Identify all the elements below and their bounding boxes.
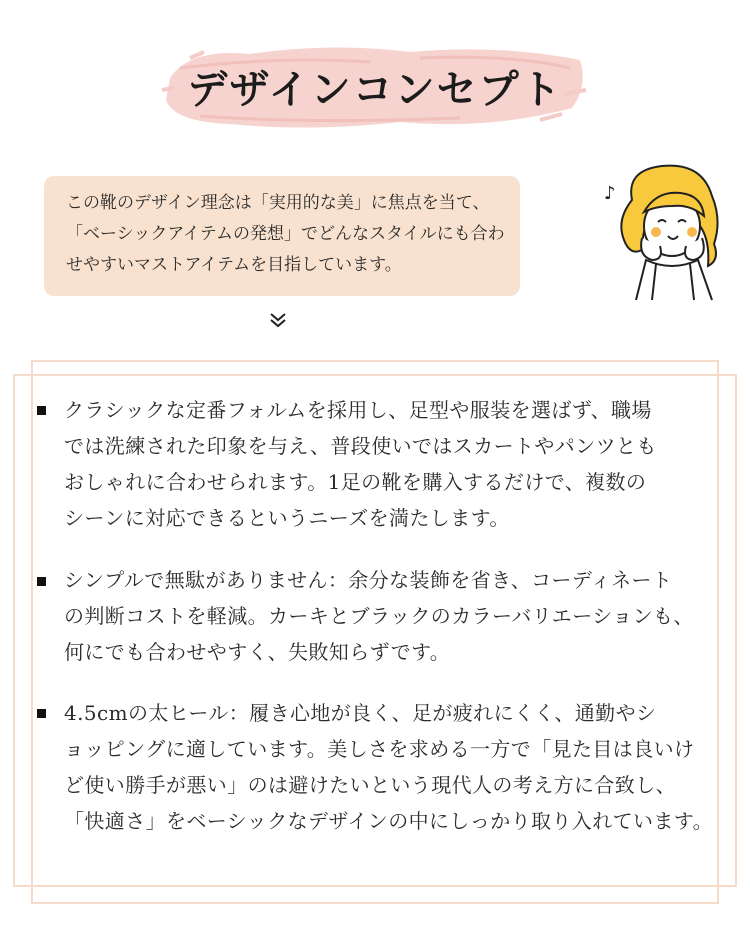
girl-illustration <box>612 160 724 302</box>
feature-line: クラシックな定番フォルムを採用し、足型や服装を選ばず、職場 <box>64 398 652 422</box>
feature-line: おしゃれに合わせられます。1足の靴を購入するだけで、複数の <box>64 470 647 494</box>
bullet-icon <box>37 406 46 415</box>
feature-line: シンプルで無駄がありません：余分な装飾を省き、コーディネート <box>64 568 673 592</box>
page-title: デザインコンセプト <box>187 66 563 113</box>
feature-line: では洗練された印象を与え、普段使いではスカートやパンツとも <box>64 434 657 458</box>
bullet-icon <box>37 709 46 718</box>
intro-speech-bubble <box>44 176 520 296</box>
bullet-icon <box>37 577 46 586</box>
music-note-icon: ♪ <box>604 183 616 204</box>
intro-line: せやすいマストアイテムを目指しています。 <box>66 255 402 275</box>
feature-line: シーンに対応できるというニーズを満たします。 <box>64 506 510 530</box>
intro-line: 「ベーシックアイテムの発想」でどんなスタイルにも合わ <box>66 224 505 244</box>
feature-line: の判断コストを軽減。カーキとブラックのカラーバリエーションも、 <box>64 604 694 628</box>
feature-line: 4.5cmの太ヒール：履き心地が良く、足が疲れにくく、通勤やシ <box>64 701 657 725</box>
double-chevron-down-icon <box>267 309 289 331</box>
feature-line: ど使い勝手が悪い」のは避けたいという現代人の考え方に合致し、 <box>64 773 676 797</box>
section-heading <box>0 30 750 140</box>
feature-line: 「快適さ」をベーシックなデザインの中にしっかり取り入れています。 <box>64 809 713 833</box>
intro-line: この靴のデザイン理念は「実用的な美」に焦点を当て、 <box>66 193 490 213</box>
feature-line: ョッピングに適しています。美しさを求める一方で「見た目は良いけ <box>64 737 695 761</box>
feature-line: 何にでも合わせやすく、失敗知らずです。 <box>64 640 451 664</box>
